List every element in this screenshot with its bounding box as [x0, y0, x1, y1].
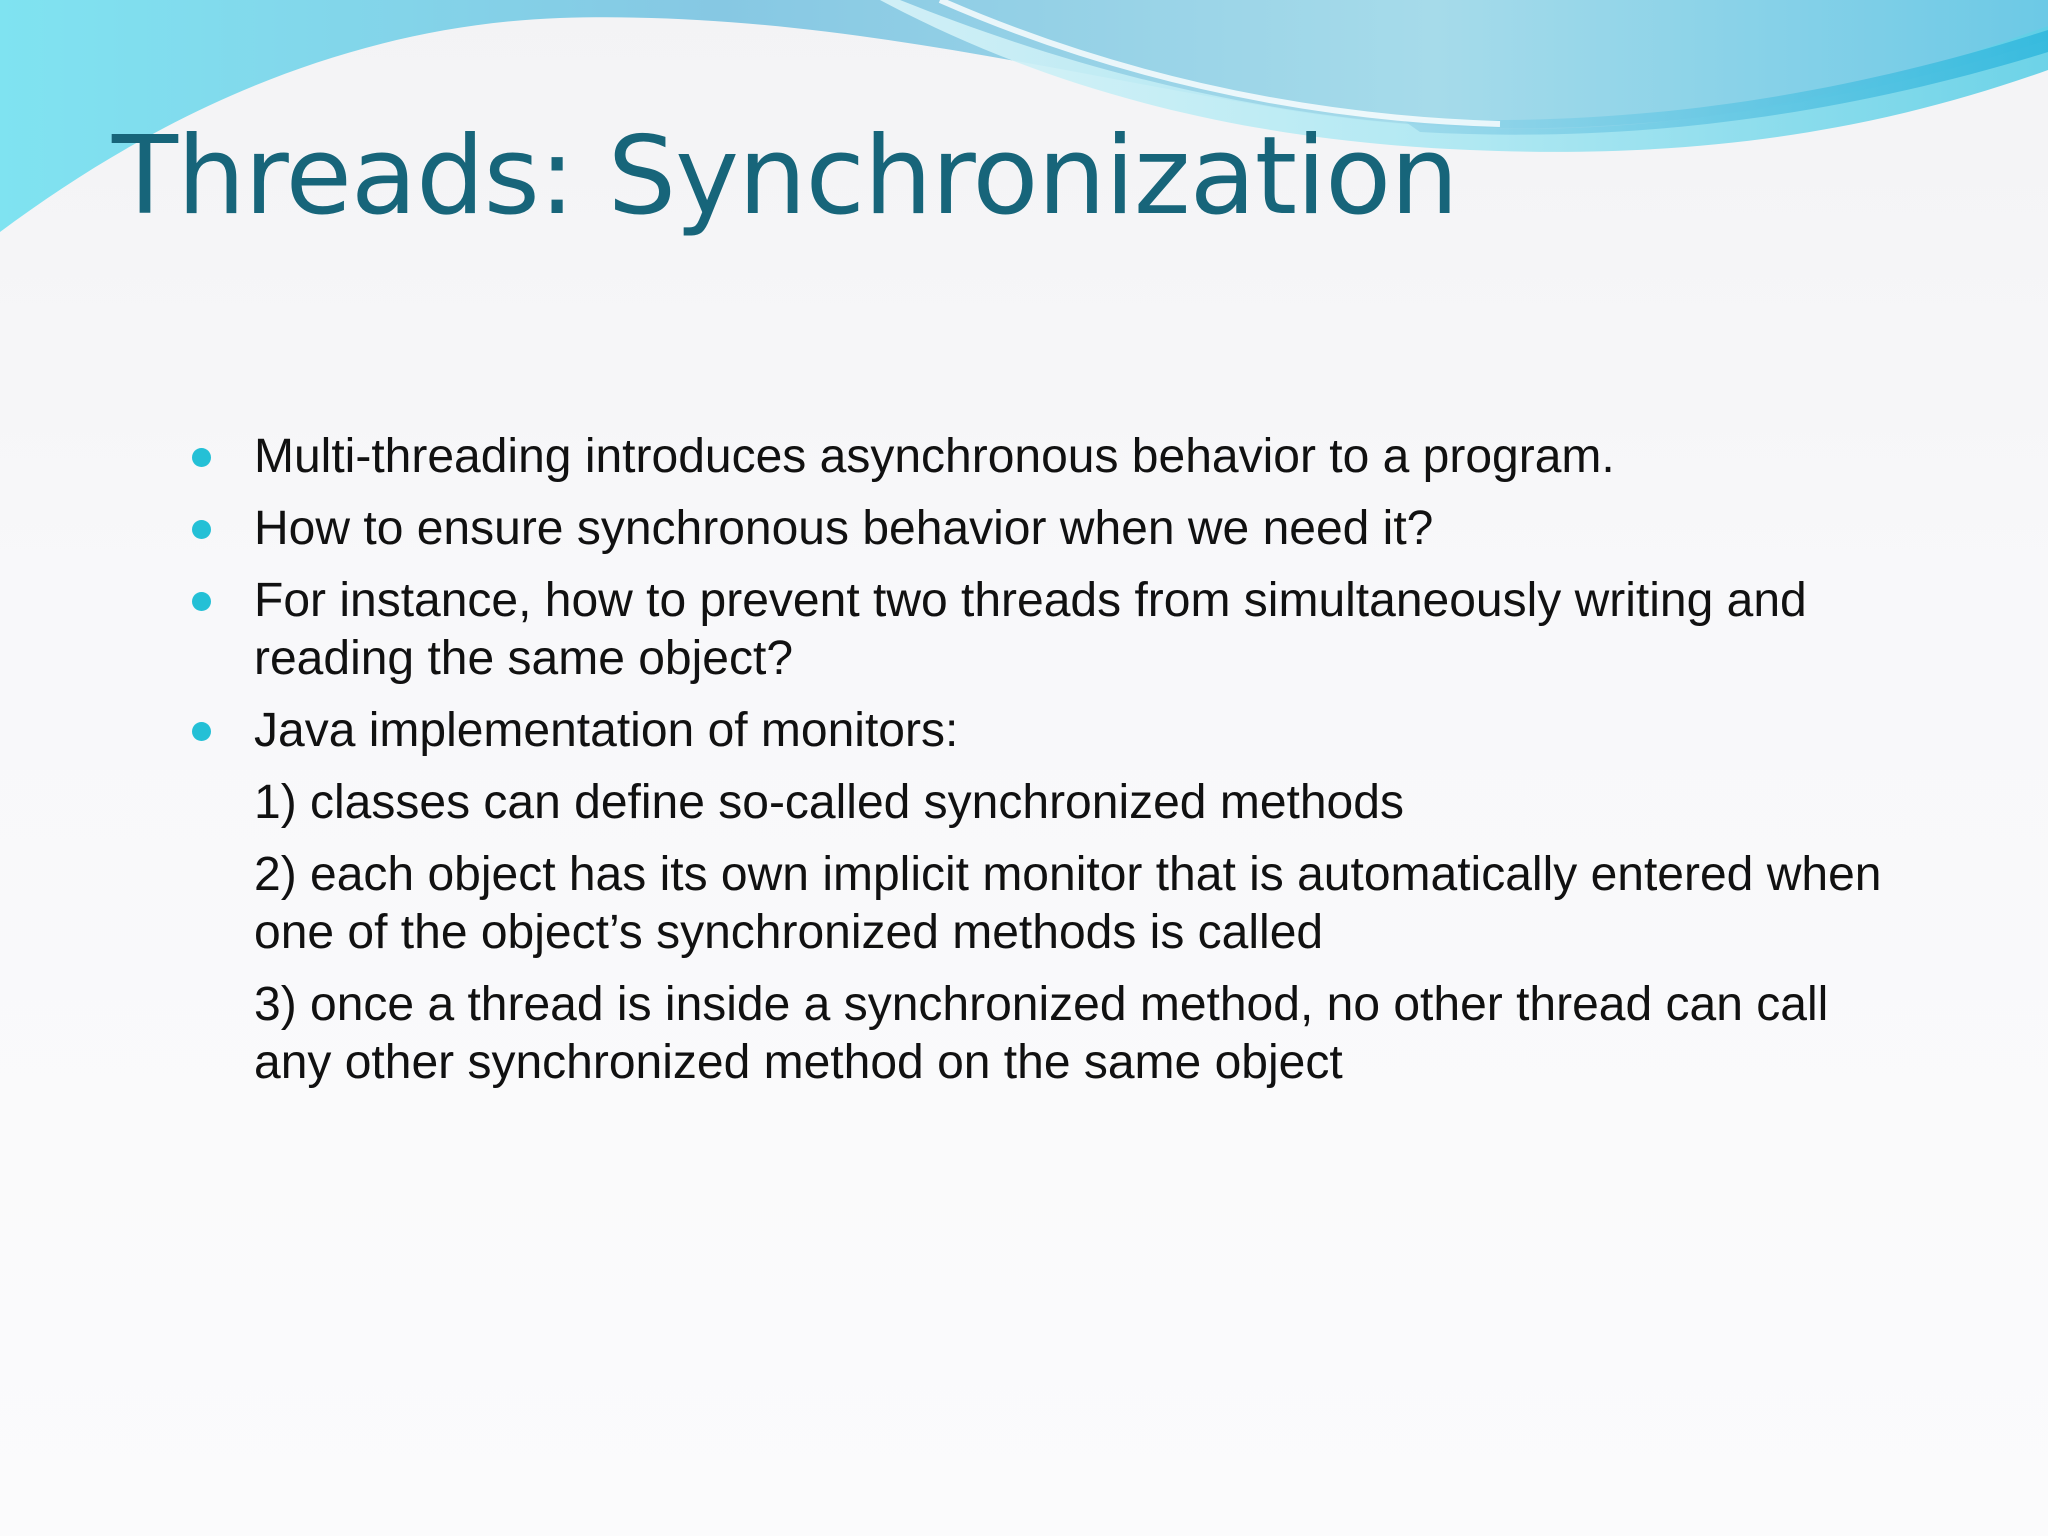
bullet-item [190, 702, 1890, 760]
bullet-text: Java implementation of monitors: [254, 704, 959, 757]
bullet-item [190, 500, 1890, 558]
numbered-sub-item: 1) classes can define so-called synchronized methods [254, 776, 1404, 829]
bullet-text: For instance, how to prevent two threads from simultaneously writing and reading the same object? [254, 574, 1807, 685]
bullet-dot-icon [192, 722, 211, 741]
bullet-text: How to ensure synchronous behavior when we need it? [254, 502, 1434, 555]
slide-title: Threads: Synchronization [112, 114, 1458, 239]
bullet-dot-icon [192, 520, 211, 539]
bullet-dot-icon [192, 448, 211, 467]
bullet-dot-icon [192, 592, 211, 611]
numbered-sub-item: 2) each object has its own implicit monitor that is automatically entered when one of the object’s synchronized methods is called [254, 848, 1882, 959]
bullet-text: Multi-threading introduces asynchronous behavior to a program. [254, 430, 1615, 483]
numbered-sub-item: 3) once a thread is inside a synchronized method, no other thread can call any other synchronized method on the same object [254, 978, 1829, 1089]
bullet-item [190, 572, 1890, 688]
slide-body [190, 428, 1890, 1106]
bullet-item [190, 428, 1890, 486]
